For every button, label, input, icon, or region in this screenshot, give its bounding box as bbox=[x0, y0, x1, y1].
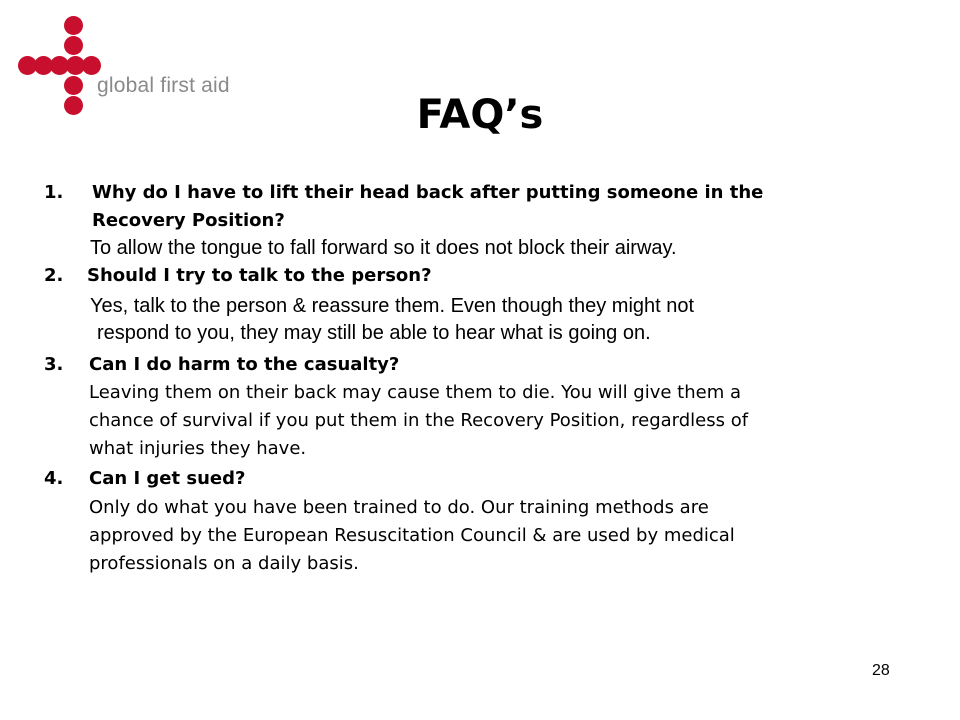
faq-4-answer: professionals on a daily basis. bbox=[89, 553, 359, 574]
faq-3-answer: Leaving them on their back may cause them to die. You will give them a bbox=[89, 382, 741, 403]
page-number: 28 bbox=[872, 662, 890, 679]
faq-1-question: Recovery Position? bbox=[92, 210, 285, 231]
logo-dot bbox=[82, 56, 101, 75]
faq-4-answer: approved by the European Resuscitation Council & are used by medical bbox=[89, 525, 735, 546]
faq-1-question: Why do I have to lift their head back after putting someone in the bbox=[92, 182, 764, 203]
faq-1-number: 1. bbox=[44, 182, 64, 203]
faq-3-answer: what injuries they have. bbox=[89, 438, 307, 459]
page-title: FAQ’s bbox=[416, 92, 544, 138]
faq-2-number: 2. bbox=[44, 265, 64, 286]
faq-3-answer: chance of survival if you put them in the Recovery Position, regardless of bbox=[89, 410, 749, 431]
logo-dot bbox=[64, 16, 83, 35]
faq-1-answer: To allow the tongue to fall forward so it does not block their airway. bbox=[90, 237, 677, 259]
faq-4-question: Can I get sued? bbox=[89, 468, 246, 489]
faq-2-answer: Yes, talk to the person & reassure them. Even though they might not bbox=[90, 295, 695, 317]
faq-3-number: 3. bbox=[44, 354, 64, 375]
faq-2-answer: respond to you, they may still be able to hear what is going on. bbox=[97, 322, 651, 344]
faq-3-question: Can I do harm to the casualty? bbox=[89, 354, 400, 375]
faq-4-answer: Only do what you have been trained to do. Our training methods are bbox=[89, 497, 709, 518]
faq-4-number: 4. bbox=[44, 468, 64, 489]
logo-brand-text: global first aid bbox=[97, 74, 230, 97]
logo-dot bbox=[64, 36, 83, 55]
faq-2-question: Should I try to talk to the person? bbox=[87, 265, 432, 286]
